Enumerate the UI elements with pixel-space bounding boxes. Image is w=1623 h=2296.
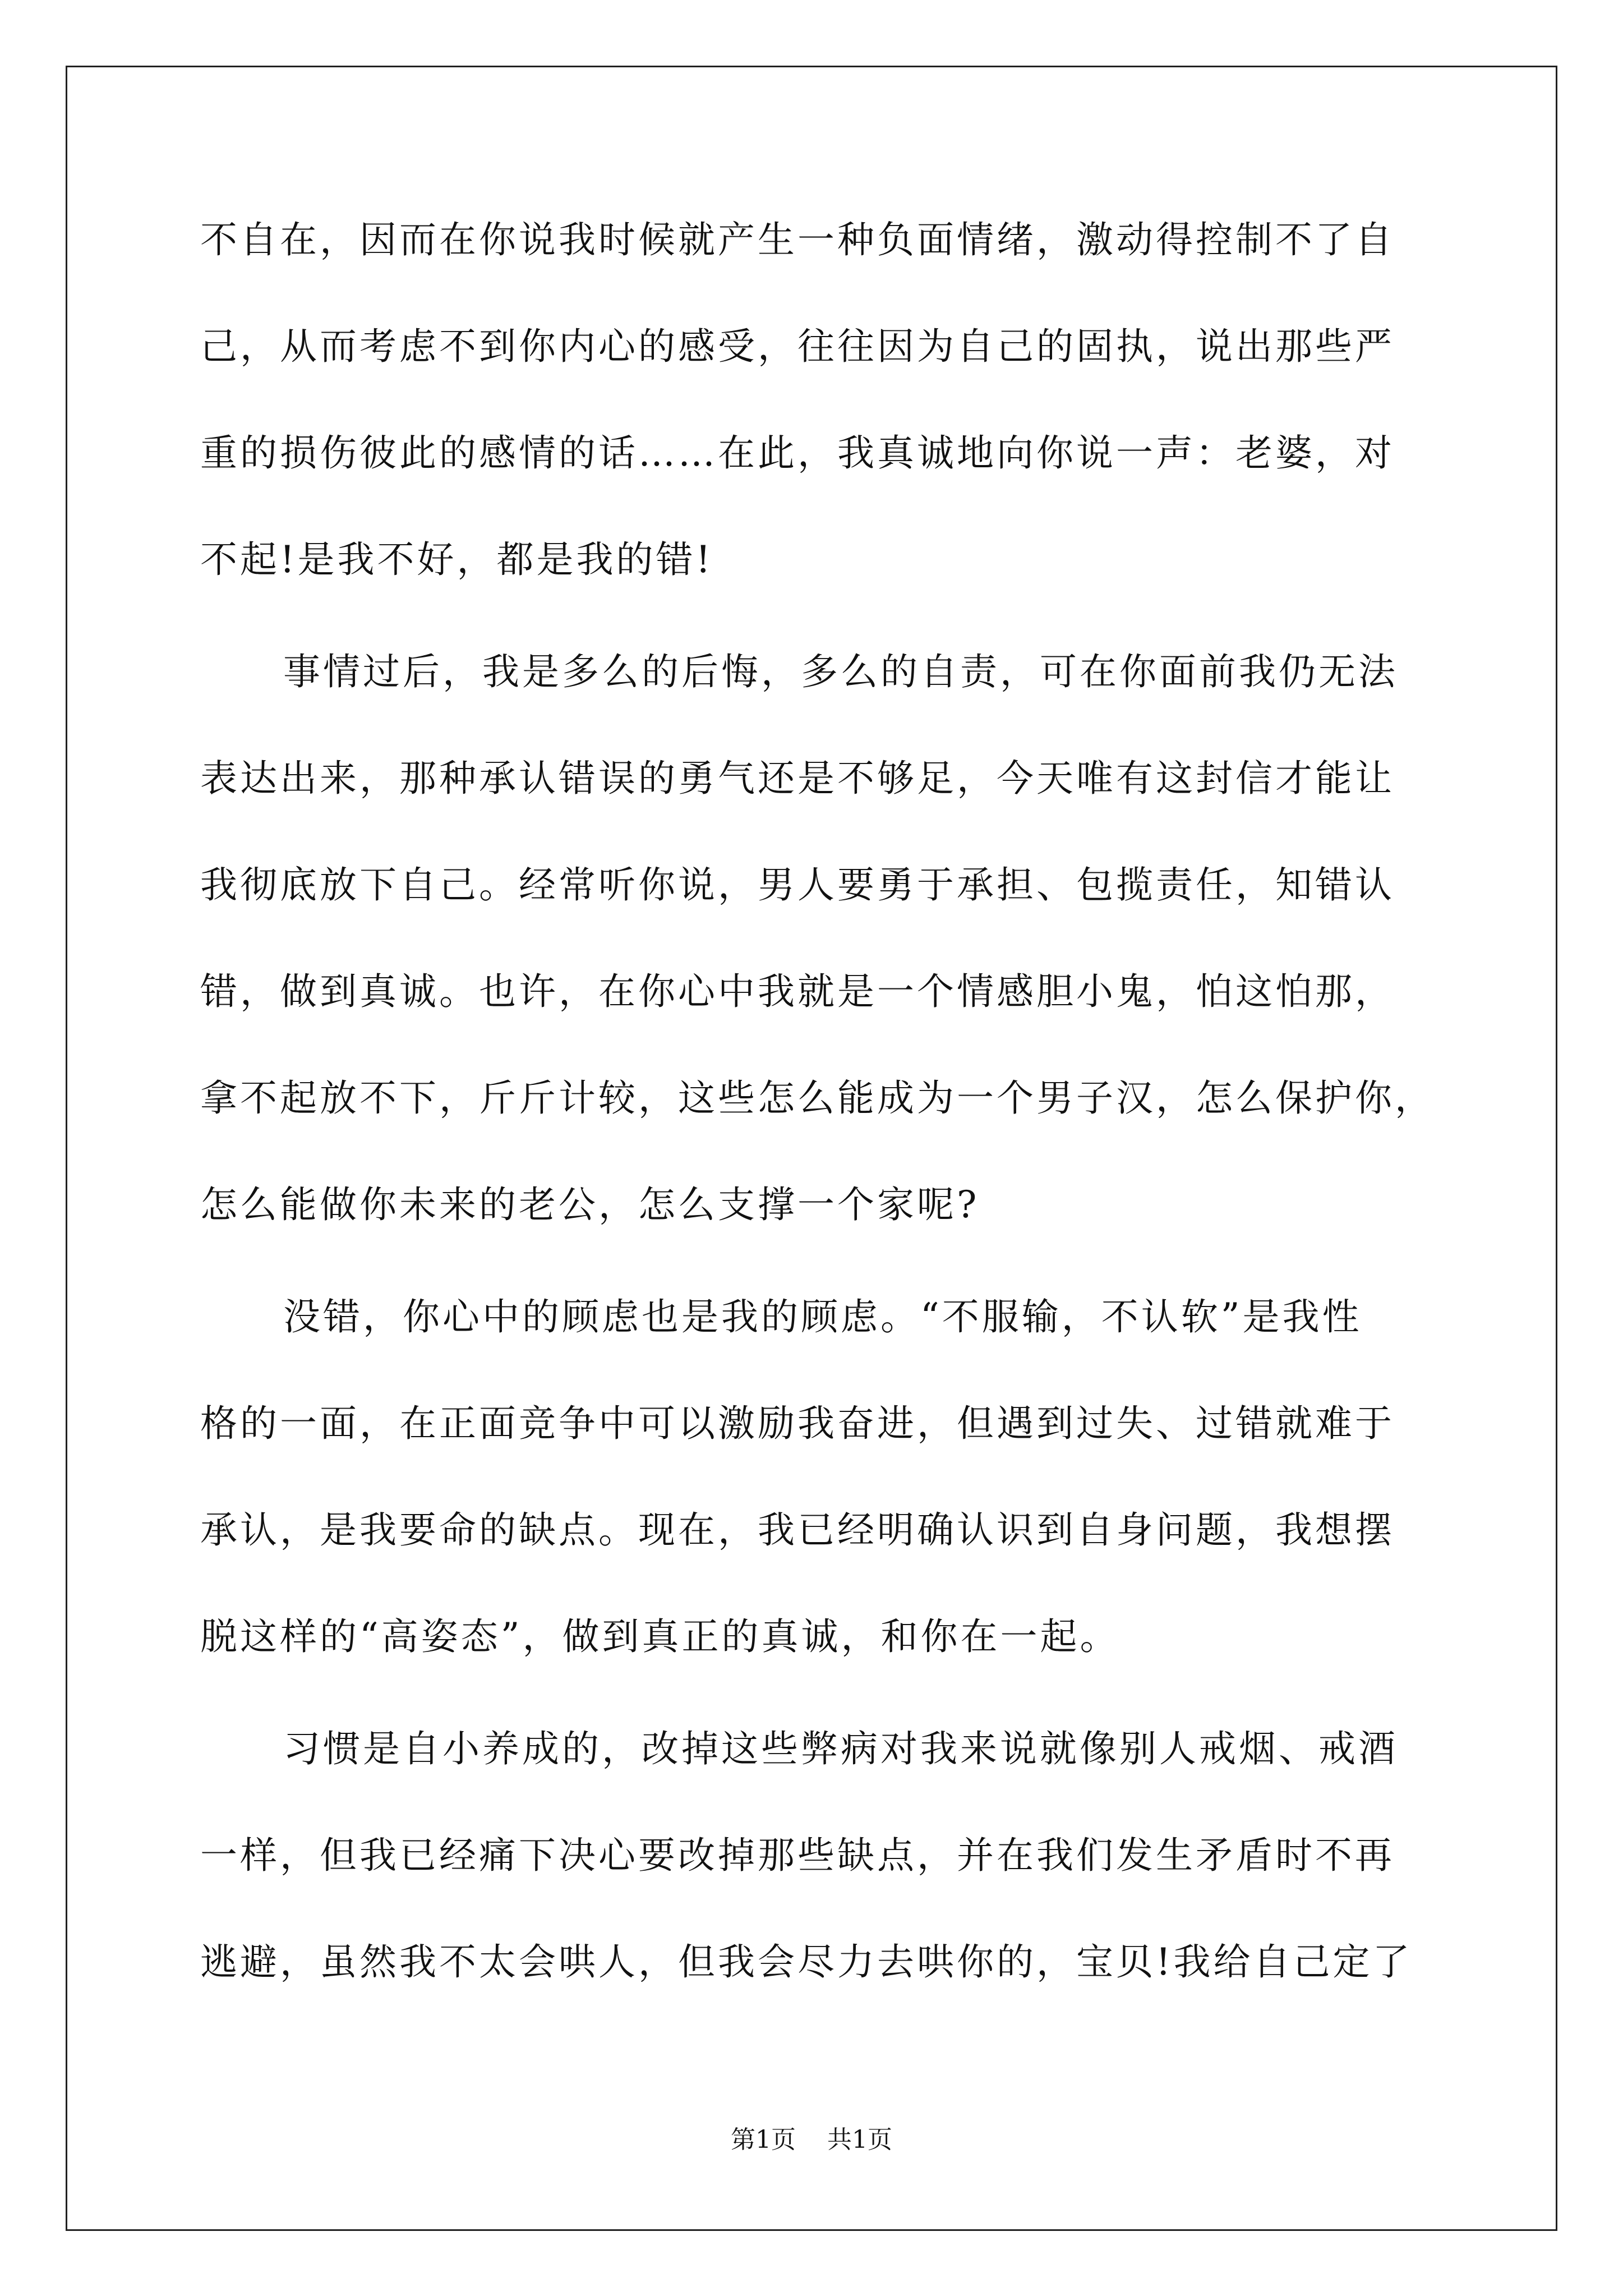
paragraph-first-line: 事情过后，我是多么的后悔，多么的自责，可在你面前我仍无法 [283, 650, 1398, 693]
text-line: 脱这样的“高姿态”，做到真正的真诚，和你在一起。 [200, 1615, 1120, 1658]
paragraph-first-line: 没错，你心中的顾虑也是我的顾虑。“不服输，不认软”是我性 [283, 1295, 1362, 1338]
text-line: 一样，但我已经痛下决心要改掉那些缺点，并在我们发生矛盾时不再 [200, 1834, 1395, 1877]
page-number: 第1页 [731, 2125, 796, 2154]
document-body [200, 219, 1434, 2047]
page-count: 共1页 [827, 2125, 892, 2154]
text-line: 重的损伤彼此的感情的话……在此，我真诚地向你说一声：老婆，对 [200, 431, 1395, 475]
text-line: 错，做到真诚。也许，在你心中我就是一个情感胆小鬼，怕这怕那， [200, 970, 1395, 1013]
text-line: 表达出来，那种承认错误的勇气还是不够足，今天唯有这封信才能让 [200, 757, 1395, 800]
text-line: 己，从而考虑不到你内心的感受，往往因为自己的固执，说出那些严 [200, 325, 1395, 368]
paragraph-first-line: 习惯是自小养成的，改掉这些弊病对我来说就像别人戒烟、戒酒 [283, 1727, 1398, 1770]
text-line: 怎么能做你未来的老公，怎么支撑一个家呢? [200, 1183, 980, 1226]
text-line: 承认，是我要命的缺点。现在，我已经明确认识到自身问题，我想摆 [200, 1508, 1395, 1552]
text-line: 格的一面，在正面竞争中可以激励我奋进，但遇到过失、过错就难于 [200, 1402, 1395, 1445]
text-line: 逃避，虽然我不太会哄人，但我会尽力去哄你的，宝贝!我给自己定了 [200, 1940, 1413, 1984]
text-line: 我彻底放下自己。经常听你说，男人要勇于承担、包揽责任，知错认 [200, 863, 1395, 907]
text-line: 拿不起放不下，斤斤计较，这些怎么能成为一个男子汉，怎么保护你， [200, 1076, 1435, 1120]
text-line: 不自在，因而在你说我时候就产生一种负面情绪，激动得控制不了自 [200, 218, 1395, 261]
page-footer [0, 2125, 1623, 2155]
text-line: 不起!是我不好，都是我的错! [200, 538, 714, 581]
